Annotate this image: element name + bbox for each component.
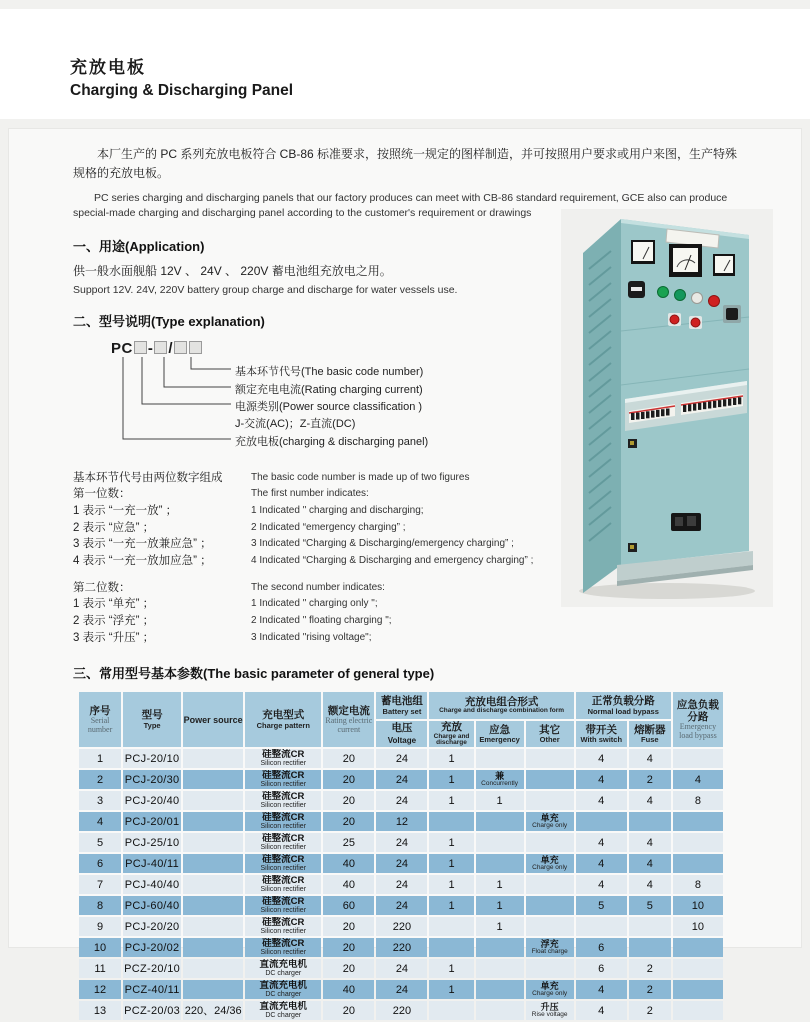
cell-charge-pattern: 硅整流CR Silicon rectifier <box>245 854 321 873</box>
page-title-cn: 充放电板 <box>70 58 146 77</box>
cell-power-source: 220、24/36 <box>183 1001 243 1020</box>
cell-charge-discharge: 1 <box>429 770 473 789</box>
col-header-rating-current: 额定电流 Rating electric current <box>323 692 374 747</box>
cell-emergency: 1 <box>476 917 524 936</box>
cell-rating-current: 40 <box>323 875 374 894</box>
section-heading-parameters: 三、常用型号基本参数(The basic parameter of general type) <box>73 666 435 682</box>
indicator-white <box>692 293 703 304</box>
cell-charge-discharge <box>429 1001 473 1020</box>
cell-voltage: 24 <box>376 833 427 852</box>
cell-charge-discharge: 1 <box>429 749 473 768</box>
table-row <box>79 917 723 936</box>
cell-voltage: 24 <box>376 749 427 768</box>
cell-rating-current: 40 <box>323 854 374 873</box>
cell-other: 单充 Charge only <box>526 980 574 999</box>
cell-charge-pattern: 直流充电机 DC charger <box>245 959 321 978</box>
cell-with-switch: 4 <box>576 980 627 999</box>
cell-with-switch <box>576 812 627 831</box>
cell-model: PCJ-60/40 <box>123 896 181 915</box>
col-header-type: 型号 Type <box>123 692 181 747</box>
cell-voltage: 24 <box>376 854 427 873</box>
cell-emergency <box>476 749 524 768</box>
cell-model: PCJ-20/02 <box>123 938 181 957</box>
section-heading-type: 二、型号说明(Type explanation) <box>73 313 265 329</box>
meter-right <box>713 254 735 276</box>
table-row <box>79 770 723 789</box>
table-row <box>79 980 723 999</box>
cell-other: 单充 Charge only <box>526 812 574 831</box>
cell-fuse: 2 <box>629 980 671 999</box>
first-item-2-en: 2 Indicated “emergency charging” ; <box>251 521 406 533</box>
page-title-en: Charging & Discharging Panel <box>70 82 294 99</box>
cell-rating-current: 25 <box>323 833 374 852</box>
meter-center <box>669 244 702 277</box>
cell-other <box>526 833 574 852</box>
col-header-serial: 序号 Serial number <box>79 692 121 747</box>
cabinet-illustration <box>571 213 763 603</box>
second-number-label-cn: 第二位数： <box>73 581 131 594</box>
col-header-voltage: 电压 Voltage <box>376 721 427 747</box>
cell-with-switch: 6 <box>576 938 627 957</box>
cell-charge-discharge: 1 <box>429 959 473 978</box>
cell-model: PCJ-20/40 <box>123 791 181 810</box>
cell-other <box>526 749 574 768</box>
cell-rating-current: 20 <box>323 749 374 768</box>
col-header-battery-set: 蓄电池组 Battery set <box>376 692 427 719</box>
cell-charge-pattern: 硅整流CR Silicon rectifier <box>245 938 321 957</box>
cell-serial: 2 <box>79 770 121 789</box>
table-row <box>79 749 723 768</box>
cell-model: PCZ-20/03 <box>123 1001 181 1020</box>
cell-serial: 13 <box>79 1001 121 1020</box>
cell-with-switch: 5 <box>576 896 627 915</box>
rotary-switch-right <box>723 305 741 323</box>
cell-emergency-bypass: 4 <box>673 770 723 789</box>
cell-emergency-bypass <box>673 959 723 978</box>
second-item-1-en: 1 Indicated " charging only "; <box>251 598 378 610</box>
cell-charge-discharge: 1 <box>429 854 473 873</box>
col-header-normal-bypass: 正常负载分路 Normal load bypass <box>576 692 671 719</box>
cell-power-source <box>183 938 243 957</box>
col-header-with-switch: 带开关 With switch <box>576 721 627 747</box>
col-header-power-source: Power source <box>183 692 243 747</box>
cell-emergency-bypass: 8 <box>673 875 723 894</box>
indicator-green-2 <box>675 290 686 301</box>
cell-emergency-bypass <box>673 833 723 852</box>
cell-emergency <box>476 980 524 999</box>
cell-serial: 3 <box>79 791 121 810</box>
cell-charge-pattern: 硅整流CR Silicon rectifier <box>245 791 321 810</box>
page-header <box>0 9 810 119</box>
cell-model: PCJ-25/10 <box>123 833 181 852</box>
table-row <box>79 959 723 978</box>
second-number-label-en: The second number indicates: <box>251 581 385 593</box>
cell-charge-discharge: 1 <box>429 791 473 810</box>
cell-other <box>526 770 574 789</box>
cell-model: PCJ-20/30 <box>123 770 181 789</box>
cell-serial: 9 <box>79 917 121 936</box>
param-table-body <box>79 749 723 1020</box>
cell-other <box>526 791 574 810</box>
cell-power-source <box>183 959 243 978</box>
cell-charge-pattern: 硅整流CR Silicon rectifier <box>245 917 321 936</box>
table-row <box>79 896 723 915</box>
cell-emergency <box>476 854 524 873</box>
cell-charge-pattern: 硅整流CR Silicon rectifier <box>245 770 321 789</box>
cell-charge-pattern: 硅整流CR Silicon rectifier <box>245 833 321 852</box>
cell-fuse: 4 <box>629 875 671 894</box>
cell-other <box>526 875 574 894</box>
second-item-3-cn: 3 表示 “升压” ； <box>73 631 155 644</box>
cell-emergency: 兼 Concurrently <box>476 770 524 789</box>
table-row <box>79 1001 723 1020</box>
parameters-table <box>77 690 725 1022</box>
cell-fuse: 2 <box>629 770 671 789</box>
cell-rating-current: 40 <box>323 980 374 999</box>
cell-rating-current: 20 <box>323 917 374 936</box>
cell-power-source <box>183 749 243 768</box>
cell-other <box>526 959 574 978</box>
exp-intro-cn: 基本环节代号由两位数字组成 <box>73 471 223 484</box>
col-header-combination: 充放电组合形式 Charge and discharge combination form <box>429 692 573 719</box>
cell-other: 单充 Charge only <box>526 854 574 873</box>
cell-charge-pattern: 直流充电机 DC charger <box>245 1001 321 1020</box>
col-header-emergency-bypass: 应急负载 分路 Emergency load bypass <box>673 692 723 747</box>
door-handle <box>671 513 701 531</box>
cell-with-switch: 4 <box>576 791 627 810</box>
col-header-fuse: 熔断器 Fuse <box>629 721 671 747</box>
cell-voltage: 24 <box>376 875 427 894</box>
cell-power-source <box>183 854 243 873</box>
cell-model: PCJ-20/20 <box>123 917 181 936</box>
cell-fuse: 4 <box>629 854 671 873</box>
cell-emergency-bypass <box>673 812 723 831</box>
first-number-label-en: The first number indicates: <box>251 488 369 500</box>
cell-with-switch: 4 <box>576 1001 627 1020</box>
indicator-red-2 <box>668 313 681 326</box>
cell-rating-current: 20 <box>323 812 374 831</box>
code-label-basic: 基本环节代号(The basic code number) <box>235 365 424 378</box>
indicator-red-1 <box>709 296 720 307</box>
first-item-4-cn: 4 表示 “一充一放加应急” ； <box>73 554 212 567</box>
cell-emergency <box>476 812 524 831</box>
cell-charge-pattern: 硅整流CR Silicon rectifier <box>245 812 321 831</box>
cell-model: PCJ-40/11 <box>123 854 181 873</box>
cell-emergency: 1 <box>476 791 524 810</box>
cell-power-source <box>183 812 243 831</box>
cell-voltage: 12 <box>376 812 427 831</box>
cell-fuse: 5 <box>629 896 671 915</box>
cell-emergency-bypass <box>673 1001 723 1020</box>
code-label-power: 电源类别(Power source classification ) <box>235 400 423 413</box>
cell-emergency <box>476 833 524 852</box>
code-label-acdc: J-交流(AC)；Z-直流(DC) <box>235 417 356 430</box>
second-item-3-en: 3 Indicated "rising voltage"; <box>251 631 372 643</box>
cell-rating-current: 20 <box>323 938 374 957</box>
cell-serial: 6 <box>79 854 121 873</box>
cell-charge-discharge: 1 <box>429 875 473 894</box>
cell-voltage: 220 <box>376 1001 427 1020</box>
cell-other <box>526 917 574 936</box>
cell-model: PCZ-40/11 <box>123 980 181 999</box>
cell-emergency: 1 <box>476 896 524 915</box>
table-row <box>79 938 723 957</box>
cell-power-source <box>183 980 243 999</box>
table-row <box>79 791 723 810</box>
cell-with-switch: 4 <box>576 749 627 768</box>
cell-charge-discharge: 1 <box>429 980 473 999</box>
cell-charge-discharge: 1 <box>429 833 473 852</box>
cell-voltage: 220 <box>376 938 427 957</box>
cell-charge-pattern: 硅整流CR Silicon rectifier <box>245 749 321 768</box>
table-row <box>79 854 723 873</box>
product-photo <box>561 209 773 607</box>
cell-serial: 1 <box>79 749 121 768</box>
cell-emergency-bypass <box>673 938 723 957</box>
first-item-4-en: 4 Indicated “Charging & Discharging and emergency charging” ; <box>251 554 534 566</box>
cell-charge-discharge <box>429 812 473 831</box>
cell-charge-pattern: 直流充电机 DC charger <box>245 980 321 999</box>
cell-charge-pattern: 硅整流CR Silicon rectifier <box>245 875 321 894</box>
cell-with-switch: 4 <box>576 854 627 873</box>
model-code: PC - / <box>111 340 203 357</box>
cell-fuse: 2 <box>629 1001 671 1020</box>
cell-with-switch: 6 <box>576 959 627 978</box>
cell-other: 升压 Rise voltage <box>526 1001 574 1020</box>
first-number-label-cn: 第一位数： <box>73 488 131 501</box>
cell-emergency-bypass: 10 <box>673 896 723 915</box>
cell-rating-current: 60 <box>323 896 374 915</box>
content-panel <box>8 128 802 1020</box>
cell-power-source <box>183 770 243 789</box>
exp-intro-en: The basic code number is made up of two figures <box>251 471 470 483</box>
col-header-charge-pattern: 充电型式 Charge pattern <box>245 692 321 747</box>
cell-power-source <box>183 833 243 852</box>
cell-charge-discharge <box>429 917 473 936</box>
col-header-emergency: 应急 Emergency <box>476 721 524 747</box>
cell-rating-current: 20 <box>323 959 374 978</box>
cell-other <box>526 896 574 915</box>
cell-with-switch: 4 <box>576 770 627 789</box>
cell-power-source <box>183 896 243 915</box>
cell-with-switch: 4 <box>576 875 627 894</box>
cell-voltage: 24 <box>376 791 427 810</box>
cell-with-switch <box>576 917 627 936</box>
cell-voltage: 220 <box>376 917 427 936</box>
cell-model: PCJ-40/40 <box>123 875 181 894</box>
cell-fuse: 4 <box>629 833 671 852</box>
cell-power-source <box>183 875 243 894</box>
cell-serial: 7 <box>79 875 121 894</box>
second-item-2-en: 2 Indicated " floating charging "; <box>251 614 392 626</box>
cell-serial: 11 <box>79 959 121 978</box>
intro-paragraph-en: PC series charging and discharging panels that our factory produces can meet with CB-86 standard requirement, GCE also can produce special-made charging and discharging panel according to the customer's requirement or drawings <box>73 192 728 219</box>
second-item-1-cn: 1 表示 “单充” ； <box>73 598 155 611</box>
cell-power-source <box>183 791 243 810</box>
model-code-diagram <box>103 340 583 460</box>
cell-charge-discharge: 1 <box>429 896 473 915</box>
cell-emergency-bypass <box>673 980 723 999</box>
cell-charge-pattern: 硅整流CR Silicon rectifier <box>245 896 321 915</box>
cell-serial: 12 <box>79 980 121 999</box>
cell-emergency-bypass <box>673 749 723 768</box>
cell-serial: 10 <box>79 938 121 957</box>
cell-rating-current: 20 <box>323 770 374 789</box>
cell-model: PCZ-20/10 <box>123 959 181 978</box>
cell-voltage: 24 <box>376 896 427 915</box>
cell-fuse <box>629 938 671 957</box>
first-item-1-cn: 1 表示 “一充一放” ； <box>73 504 178 517</box>
cell-serial: 4 <box>79 812 121 831</box>
cell-emergency <box>476 938 524 957</box>
cell-voltage: 24 <box>376 770 427 789</box>
application-text-en: Support 12V. 24V, 220V battery group charge and discharge for water vessels use. <box>73 283 458 296</box>
cell-other: 浮充 Float charge <box>526 938 574 957</box>
cell-voltage: 24 <box>376 980 427 999</box>
cell-fuse <box>629 812 671 831</box>
col-header-charge-discharge: 充放 Charge and discharge <box>429 721 473 747</box>
cell-fuse: 4 <box>629 749 671 768</box>
cell-power-source <box>183 917 243 936</box>
cell-voltage: 24 <box>376 959 427 978</box>
cell-serial: 8 <box>79 896 121 915</box>
cell-fuse: 2 <box>629 959 671 978</box>
indicator-red-3 <box>689 316 702 329</box>
cell-fuse <box>629 917 671 936</box>
first-item-3-cn: 3 表示 “一充一放兼应急” ； <box>73 538 212 551</box>
cell-emergency <box>476 959 524 978</box>
cell-with-switch: 4 <box>576 833 627 852</box>
cell-model: PCJ-20/10 <box>123 749 181 768</box>
cell-serial: 5 <box>79 833 121 852</box>
cell-rating-current: 20 <box>323 1001 374 1020</box>
first-item-2-cn: 2 表示 “应急” ； <box>73 521 155 534</box>
table-row <box>79 812 723 831</box>
meter-left <box>631 240 655 264</box>
cell-emergency: 1 <box>476 875 524 894</box>
table-row <box>79 833 723 852</box>
table-row <box>79 875 723 894</box>
cell-emergency-bypass: 10 <box>673 917 723 936</box>
second-item-2-cn: 2 表示 “浮充” ； <box>73 614 155 627</box>
first-item-3-en: 3 Indicated “Charging & Discharging/emergency charging” ; <box>251 538 514 550</box>
first-item-1-en: 1 Indicated " charging and discharging; <box>251 504 424 516</box>
code-label-current: 额定充电电流(Rating charging current) <box>235 383 423 396</box>
cell-emergency-bypass: 8 <box>673 791 723 810</box>
intro-paragraph-cn: 本厂生产的 PC 系列充放电板符合 CB-86 标准要求，按照统一规定的图样制造，并可按照用户要求或用户来图，生产特殊规格的充放电板。 <box>73 147 738 180</box>
indicator-green-1 <box>658 287 669 298</box>
section-heading-application: 一、用途(Application) <box>73 238 205 254</box>
cell-emergency <box>476 1001 524 1020</box>
application-text-cn: 供一般水面舰船 12V 、 24V 、 220V 蓄电池组充放电之用。 <box>73 263 392 278</box>
cell-charge-discharge <box>429 938 473 957</box>
code-label-panel: 充放电板(charging & discharging panel) <box>235 435 429 448</box>
cell-rating-current: 20 <box>323 791 374 810</box>
cell-fuse: 4 <box>629 791 671 810</box>
cell-emergency-bypass <box>673 854 723 873</box>
col-header-other: 其它 Other <box>526 721 574 747</box>
cell-model: PCJ-20/01 <box>123 812 181 831</box>
